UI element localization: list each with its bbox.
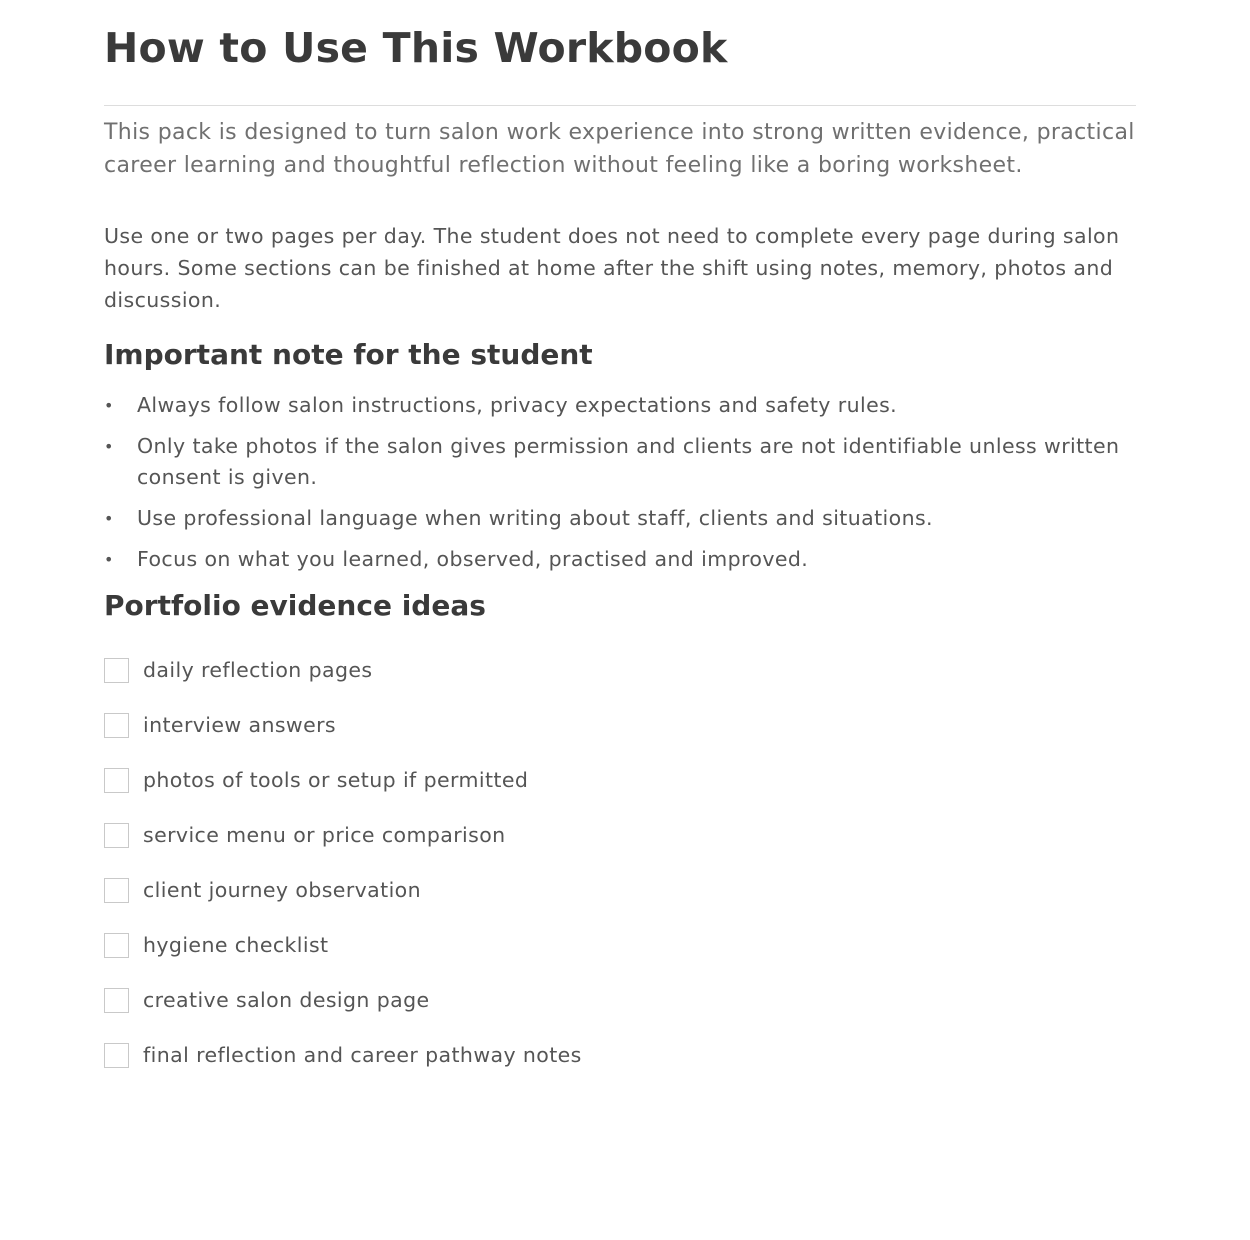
checklist-item bbox=[104, 655, 1172, 710]
workbook-page bbox=[104, 0, 1172, 1095]
checklist-label: creative salon design page bbox=[143, 988, 430, 1012]
checklist-label: photos of tools or setup if permitted bbox=[143, 768, 529, 792]
checkbox[interactable] bbox=[104, 988, 129, 1013]
note-bullet bbox=[104, 544, 1157, 575]
checklist-item bbox=[104, 710, 1172, 765]
bullet-icon: • bbox=[104, 509, 114, 528]
note-heading: Important note for the student bbox=[104, 338, 593, 371]
checklist-item bbox=[104, 820, 1172, 875]
checklist-label: client journey observation bbox=[143, 878, 422, 902]
checklist-item bbox=[104, 875, 1172, 930]
checkbox[interactable] bbox=[104, 933, 129, 958]
ideas-heading: Portfolio evidence ideas bbox=[104, 589, 486, 622]
checkbox[interactable] bbox=[104, 768, 129, 793]
note-bullet bbox=[104, 431, 1157, 493]
note-bullet bbox=[104, 390, 1157, 421]
bullet-icon: • bbox=[104, 550, 114, 569]
checklist-label: final reflection and career pathway notes bbox=[143, 1043, 582, 1067]
page-title: How to Use This Workbook bbox=[104, 24, 728, 72]
checkbox[interactable] bbox=[104, 878, 129, 903]
checklist-item bbox=[104, 985, 1172, 1040]
usage-paragraph: Use one or two pages per day. The student does not need to complete every page during salon hours. Some sections can be finished at home after the shift using notes, memory, photos and discussion. bbox=[104, 224, 1120, 312]
checklist-label: service menu or price comparison bbox=[143, 823, 506, 847]
note-bullet bbox=[104, 503, 1157, 534]
note-bullet-text: Use professional language when writing about staff, clients and situations. bbox=[137, 506, 933, 530]
checklist-item bbox=[104, 1040, 1172, 1095]
title-divider bbox=[104, 105, 1136, 106]
bullet-icon: • bbox=[104, 437, 114, 456]
checklist-label: daily reflection pages bbox=[143, 658, 373, 682]
checklist-label: hygiene checklist bbox=[143, 933, 329, 957]
evidence-checklist bbox=[104, 655, 1172, 1095]
checklist-item bbox=[104, 930, 1172, 985]
bullet-icon: • bbox=[104, 396, 114, 415]
checkbox[interactable] bbox=[104, 658, 129, 683]
checklist-label: interview answers bbox=[143, 713, 337, 737]
note-bullet-list bbox=[104, 390, 1172, 575]
note-bullet-text: Focus on what you learned, observed, practised and improved. bbox=[137, 547, 809, 571]
note-bullet-text: Only take photos if the salon gives permission and clients are not identifiable unless written consent is given. bbox=[137, 434, 1120, 489]
checkbox[interactable] bbox=[104, 1043, 129, 1068]
checkbox[interactable] bbox=[104, 823, 129, 848]
intro-paragraph: This pack is designed to turn salon work experience into strong written evidence, practical career learning and thoughtful reflection without feeling like a boring worksheet. bbox=[104, 120, 1135, 178]
note-bullet-text: Always follow salon instructions, privacy expectations and safety rules. bbox=[137, 393, 898, 417]
checkbox[interactable] bbox=[104, 713, 129, 738]
checklist-item bbox=[104, 765, 1172, 820]
